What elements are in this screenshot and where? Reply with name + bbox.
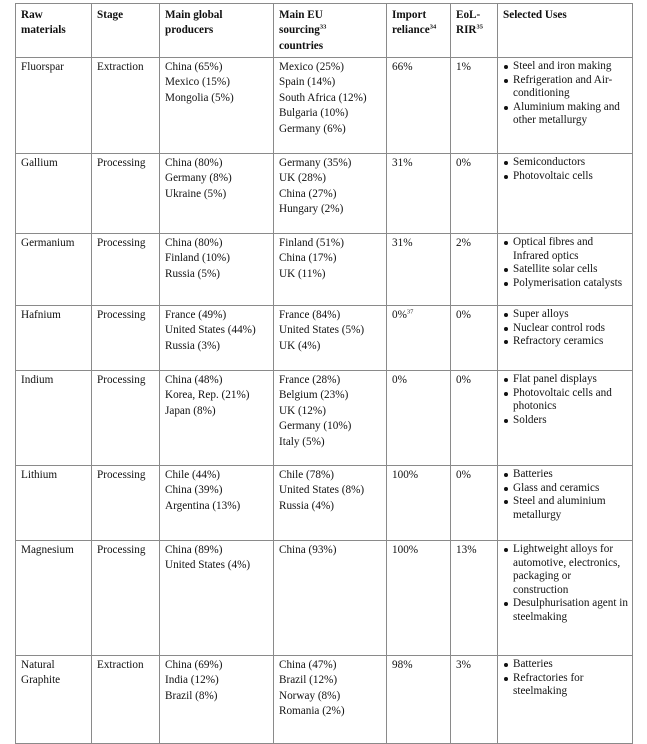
cell-stage — [92, 371, 160, 466]
import-reliance-value: 31% — [392, 157, 413, 169]
producer-entry: Finland (10%) — [165, 252, 230, 265]
raw-material-text: Natural — [21, 659, 55, 671]
cell-import-reliance — [387, 306, 451, 371]
cell-eol-rir — [451, 656, 498, 744]
eu-sourcing-entry: France (84%) — [279, 309, 341, 321]
eu-sourcing-entry: Bulgaria (10%) — [279, 107, 349, 120]
producer-entry: Mexico (15%) — [165, 76, 230, 89]
stage-text: Processing — [97, 469, 146, 481]
eu-sourcing-entry: United States (8%) — [279, 484, 365, 497]
header-eol-rir — [451, 4, 498, 58]
producer-entry: India (12%) — [165, 674, 219, 687]
cell-raw-material — [16, 58, 92, 154]
producer-entry: Japan (8%) — [165, 404, 216, 417]
eu-sourcing-entry: Germany (35%) — [279, 157, 352, 169]
cell-eu-sourcing — [274, 234, 387, 306]
producer-entry: United States (4%) — [165, 559, 251, 572]
cell-selected-uses — [498, 234, 633, 306]
footnote-ref: 37 — [406, 308, 414, 316]
cell-global-producers — [160, 466, 274, 541]
header-eol-text: RIR — [456, 24, 477, 37]
uses-list — [503, 308, 629, 349]
cell-stage — [92, 58, 160, 154]
header-eu-line — [279, 23, 383, 38]
header-stage-text: Stage — [97, 9, 124, 21]
cell-selected-uses — [498, 466, 633, 541]
eu-sourcing-entry: China (17%) — [279, 252, 337, 265]
use-item: Semiconductors — [503, 156, 629, 170]
header-import-line — [392, 23, 447, 38]
use-item: Super alloys — [503, 308, 629, 322]
use-item: Photovoltaic cells and photonics — [503, 387, 629, 414]
stage-text: Processing — [97, 237, 146, 249]
raw-material-text: Magnesium — [21, 544, 74, 556]
cell-selected-uses — [498, 306, 633, 371]
cell-import-reliance — [387, 656, 451, 744]
cell-selected-uses — [498, 154, 633, 234]
producer-entry: Mongolia (5%) — [165, 91, 234, 104]
eu-sourcing-entry: China (27%) — [279, 187, 337, 200]
producer-entry: Russia (3%) — [165, 339, 220, 352]
raw-material-text: Lithium — [21, 469, 58, 481]
table-row — [16, 541, 633, 656]
cell-eu-sourcing — [274, 306, 387, 371]
header-eu-line: countries — [279, 39, 324, 52]
table-row — [16, 154, 633, 234]
eu-sourcing-entry: Romania (2%) — [279, 705, 345, 718]
import-reliance-value: 66% — [392, 61, 413, 73]
eu-sourcing-entry: Chile (78%) — [279, 469, 334, 481]
eol-rir-value: 2% — [456, 237, 471, 249]
use-item: Desulphurisation agent in steelmaking — [503, 597, 629, 624]
producer-entry: China (80%) — [165, 237, 223, 249]
cell-global-producers — [160, 154, 274, 234]
cell-selected-uses — [498, 541, 633, 656]
cell-import-reliance — [387, 154, 451, 234]
cell-global-producers — [160, 58, 274, 154]
import-reliance-value: 100% — [392, 544, 419, 556]
cell-eol-rir — [451, 466, 498, 541]
producer-entry: France (49%) — [165, 309, 227, 321]
eu-sourcing-entry: Germany (10%) — [279, 420, 352, 433]
cell-stage — [92, 234, 160, 306]
import-reliance-value: 0% — [392, 374, 407, 386]
header-import-reliance — [387, 4, 451, 58]
producer-entry: Brazil (8%) — [165, 689, 218, 702]
eu-sourcing-entry: UK (28%) — [279, 172, 326, 185]
eu-sourcing-entry: Spain (14%) — [279, 76, 336, 89]
cell-eol-rir — [451, 371, 498, 466]
use-item: Refrigeration and Air-conditioning — [503, 74, 629, 101]
cell-import-reliance — [387, 541, 451, 656]
cell-global-producers — [160, 306, 274, 371]
cell-stage — [92, 306, 160, 371]
cell-stage — [92, 541, 160, 656]
use-item: Batteries — [503, 658, 629, 672]
producer-entry: Chile (44%) — [165, 469, 220, 481]
producer-entry: Russia (5%) — [165, 267, 220, 280]
stage-text: Processing — [97, 544, 146, 556]
cell-eu-sourcing — [274, 466, 387, 541]
use-item: Polymerisation catalysts — [503, 277, 629, 291]
cell-raw-material — [16, 466, 92, 541]
header-row — [16, 4, 633, 58]
header-producers-line: producers — [165, 24, 214, 37]
cell-eu-sourcing — [274, 371, 387, 466]
use-item: Batteries — [503, 468, 629, 482]
import-reliance-value: 0% — [392, 309, 407, 321]
cell-eol-rir — [451, 58, 498, 154]
cell-global-producers — [160, 541, 274, 656]
eu-sourcing-entry: Brazil (12%) — [279, 674, 338, 687]
cell-raw-material — [16, 234, 92, 306]
use-item: Steel and aluminium metallurgy — [503, 495, 629, 522]
producer-entry: China (69%) — [165, 659, 223, 671]
eu-sourcing-entry: Belgium (23%) — [279, 389, 349, 402]
cell-selected-uses — [498, 371, 633, 466]
cell-selected-uses — [498, 656, 633, 744]
header-main-global-producers — [160, 4, 274, 58]
table-body — [16, 58, 633, 744]
header-producers-line: Main global — [165, 9, 223, 21]
use-item: Glass and ceramics — [503, 482, 629, 496]
stage-text: Extraction — [97, 61, 144, 73]
producer-entry: Germany (8%) — [165, 172, 232, 185]
header-raw-materials-line: Raw — [21, 9, 43, 21]
use-item: Optical fibres and Infrared optics — [503, 236, 629, 263]
producer-entry: China (65%) — [165, 61, 223, 73]
use-item: Aluminium making and other metallurgy — [503, 101, 629, 128]
eol-rir-value: 0% — [456, 309, 471, 321]
uses-list — [503, 658, 629, 699]
use-item: Solders — [503, 414, 629, 428]
uses-list — [503, 156, 629, 183]
producer-entry: China (39%) — [165, 484, 223, 497]
table-row — [16, 656, 633, 744]
header-uses-text: Selected Uses — [503, 9, 567, 21]
cell-stage — [92, 656, 160, 744]
table-row — [16, 371, 633, 466]
eol-rir-value: 13% — [456, 544, 477, 556]
producer-entry: Argentina (13%) — [165, 499, 241, 512]
eu-sourcing-entry: United States (5%) — [279, 324, 365, 337]
cell-eu-sourcing — [274, 656, 387, 744]
header-selected-uses — [498, 4, 633, 58]
cell-import-reliance — [387, 466, 451, 541]
table-row — [16, 234, 633, 306]
producer-entry: China (89%) — [165, 544, 223, 556]
producer-entry: Ukraine (5%) — [165, 187, 227, 200]
eu-sourcing-entry: China (93%) — [279, 544, 337, 556]
cell-import-reliance — [387, 371, 451, 466]
cell-stage — [92, 154, 160, 234]
use-item: Refractories for steelmaking — [503, 672, 629, 699]
eu-sourcing-entry: Norway (8%) — [279, 689, 341, 702]
cell-eu-sourcing — [274, 541, 387, 656]
uses-list — [503, 543, 629, 625]
eu-sourcing-entry: Italy (5%) — [279, 435, 325, 448]
raw-material-text: Gallium — [21, 157, 58, 169]
cell-import-reliance — [387, 58, 451, 154]
eol-rir-value: 0% — [456, 469, 471, 481]
use-item: Satellite solar cells — [503, 263, 629, 277]
cell-eol-rir — [451, 541, 498, 656]
cell-stage — [92, 466, 160, 541]
eu-sourcing-entry: China (47%) — [279, 659, 337, 671]
eol-rir-value: 0% — [456, 157, 471, 169]
footnote-ref: 34 — [429, 23, 437, 31]
eu-sourcing-entry: UK (12%) — [279, 404, 326, 417]
eu-sourcing-entry: Germany (6%) — [279, 122, 346, 135]
eu-sourcing-entry: Hungary (2%) — [279, 203, 344, 216]
eu-sourcing-entry: UK (11%) — [279, 267, 326, 280]
eu-sourcing-entry: Mexico (25%) — [279, 61, 344, 73]
stage-text: Processing — [97, 309, 146, 321]
cell-global-producers — [160, 656, 274, 744]
use-item: Steel and iron making — [503, 60, 629, 74]
import-reliance-value: 98% — [392, 659, 413, 671]
header-eu-text: sourcing — [279, 24, 320, 37]
cell-eol-rir — [451, 234, 498, 306]
cell-raw-material — [16, 306, 92, 371]
eol-rir-value: 0% — [456, 374, 471, 386]
uses-list — [503, 373, 629, 427]
stage-text: Extraction — [97, 659, 144, 671]
eol-rir-value: 3% — [456, 659, 471, 671]
header-eu-line: Main EU — [279, 9, 323, 21]
cell-eu-sourcing — [274, 58, 387, 154]
uses-list — [503, 236, 629, 290]
table-row — [16, 466, 633, 541]
header-import-line: Import — [392, 9, 427, 21]
cell-raw-material — [16, 371, 92, 466]
critical-raw-materials-table — [15, 3, 633, 744]
producer-entry: China (48%) — [165, 374, 223, 386]
use-item: Lightweight alloys for automotive, electronics, packaging or construction — [503, 543, 629, 597]
cell-global-producers — [160, 371, 274, 466]
header-eol-line: EoL- — [456, 9, 481, 21]
footnote-ref: 35 — [476, 23, 484, 31]
cell-eu-sourcing — [274, 154, 387, 234]
header-eol-line — [456, 23, 494, 38]
cell-selected-uses — [498, 58, 633, 154]
footnote-ref: 33 — [319, 23, 327, 31]
raw-material-text: Graphite — [21, 674, 61, 687]
table-row — [16, 306, 633, 371]
cell-raw-material — [16, 656, 92, 744]
eu-sourcing-entry: South Africa (12%) — [279, 91, 367, 104]
import-reliance-value: 31% — [392, 237, 413, 249]
header-raw-materials-line: materials — [21, 24, 66, 37]
header-raw-materials — [16, 4, 92, 58]
cell-import-reliance — [387, 234, 451, 306]
eu-sourcing-entry: Russia (4%) — [279, 499, 334, 512]
uses-list — [503, 60, 629, 128]
cell-raw-material — [16, 154, 92, 234]
raw-material-text: Fluorspar — [21, 61, 64, 73]
stage-text: Processing — [97, 374, 146, 386]
eol-rir-value: 1% — [456, 61, 471, 73]
eu-sourcing-entry: Finland (51%) — [279, 237, 344, 249]
cell-global-producers — [160, 234, 274, 306]
producer-entry: China (80%) — [165, 157, 223, 169]
use-item: Flat panel displays — [503, 373, 629, 387]
header-main-eu-sourcing — [274, 4, 387, 58]
eu-sourcing-entry: France (28%) — [279, 374, 341, 386]
producer-entry: United States (44%) — [165, 324, 256, 337]
header-stage — [92, 4, 160, 58]
uses-list — [503, 468, 629, 522]
cell-eol-rir — [451, 154, 498, 234]
import-reliance-value: 100% — [392, 469, 419, 481]
eu-sourcing-entry: UK (4%) — [279, 339, 321, 352]
header-import-text: reliance — [392, 24, 430, 37]
use-item: Nuclear control rods — [503, 322, 629, 336]
cell-raw-material — [16, 541, 92, 656]
use-item: Photovoltaic cells — [503, 170, 629, 184]
stage-text: Processing — [97, 157, 146, 169]
cell-eol-rir — [451, 306, 498, 371]
raw-material-text: Indium — [21, 374, 54, 386]
table-row — [16, 58, 633, 154]
use-item: Refractory ceramics — [503, 335, 629, 349]
raw-material-text: Germanium — [21, 237, 75, 249]
raw-material-text: Hafnium — [21, 309, 61, 321]
producer-entry: Korea, Rep. (21%) — [165, 389, 250, 402]
